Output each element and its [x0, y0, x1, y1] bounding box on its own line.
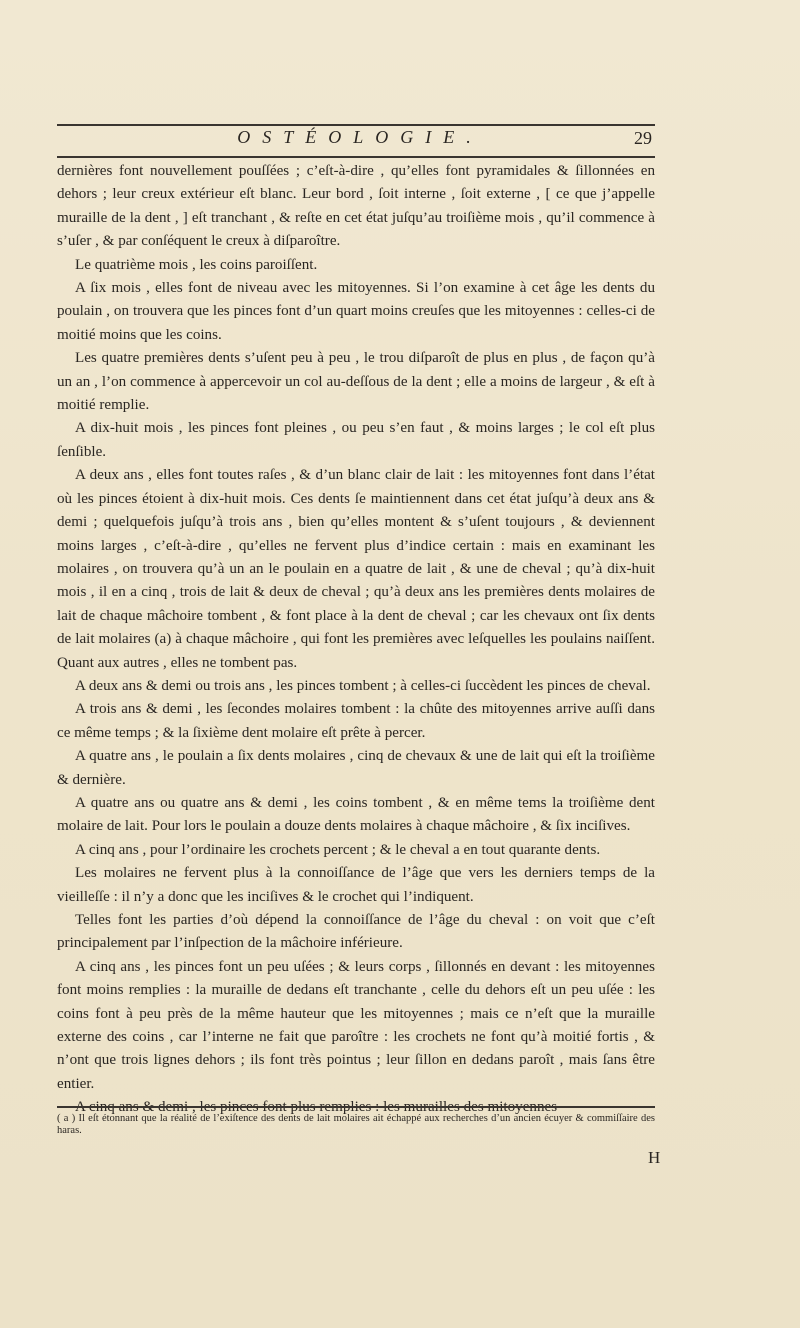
signature-mark: H [648, 1148, 661, 1167]
paragraph: Les quatre premières dents s’uſent peu à peu , le trou diſparoît de plus en plus , de façon qu’à un an , l’on commence à appercevoir un col au-deſſous de la dent ; elle a moins de largeur , & eſt à moitié remplie. [57, 350, 655, 414]
paragraph: A deux ans & demi ou trois ans , les pinces tombent ; à celles-ci ſuccèdent les pinces de cheval. [75, 677, 651, 694]
body-text [57, 160, 655, 1120]
page-number: 29 [634, 128, 652, 148]
header-rule-top [57, 124, 655, 126]
paragraph: A cinq ans , les pinces font un peu uſées ; & leurs corps , ſillonnés en devant : les mitoyennes font moins remplies : la muraille de dedans eſt tranchante , celle du dehors eſt un peu uſée : les coins font à peu près de la même hauteur que les mitoyennes ; mais ce n’eſt que la muraille externe des coins , car l’interne ne fait que paroître : les crochets ne font qu’à moitié fortis , & n’ont que trois lignes dehors ; ils font très pointus ; leur ſillon en dedans paroît , mais ſans être entier. [57, 958, 655, 1092]
paragraph: A quatre ans , le poulain a ſix dents molaires , cinq de chevaux & une de lait qui eſt la troiſième & dernière. [57, 748, 655, 788]
paragraph: dernières font nouvellement pouſſées ; c’eſt-à-dire , qu’elles font pyramidales & ſillonnées en dehors ; leur creux extérieur eſt blanc. Leur bord , ſoit interne , ſoit externe , [ ce que j’appelle muraille de la dent , ] eſt tranchant , & reſte en cet état juſqu’au troiſième mois , qu’il commence à s’uſer , & par conſéquent le creux à diſparoître. [57, 163, 655, 250]
paragraph: A cinq ans , pour l’ordinaire les crochets percent ; & le cheval a en tout quarante dents. [75, 841, 601, 858]
paragraph: A quatre ans ou quatre ans & demi , les coins tombent , & en même tems la troiſième dent molaire de lait. Pour lors le poulain a douze dents molaires à chaque mâchoire , & ſix inciſives. [57, 794, 655, 835]
header-rule-bottom [57, 156, 655, 158]
paragraph: A deux ans , elles font toutes raſes , & d’un blanc clair de lait : les mitoyennes font dans l’état où les pinces étoient à dix-huit mois. Ces dents ſe maintiennent dans cet état juſqu’à deux ans & demi ; quelquefois juſqu’à trois ans , bien qu’elles montent & s’uſent toujours , & deviennent moins larges , c’eſt-à-dire , qu’elles ne fervent plus d’indice certain : mais en examinant les molaires , on trouvera qu’à un an le poulain en a quatre de lait , & une de cheval ; qu’à dix-huit mois , il en a cinq , trois de lait & deux de cheval ; qu’à deux ans les premières dents molaires de lait de chaque mâchoire tombent , & font place à la dent de cheval ; car les chevaux ont ſix dents de lait molaires (a) à chaque mâchoire , qui font les premières avec leſquelles les poulains naiſſent. Quant aux autres , elles ne tombent pas. [57, 467, 655, 671]
paragraph: Le quatrième mois , les coins paroiſſent. [75, 256, 318, 273]
footnote-rule [57, 1106, 655, 1108]
paragraph: A dix-huit mois , les pinces font pleines , ou peu s’en faut , & moins larges ; le col eſt plus ſenſible. [57, 420, 655, 460]
paragraph: A ſix mois , elles font de niveau avec les mitoyennes. Si l’on examine à cet âge les dents du poulain , on trouvera que les pinces font d’un quart moins creuſes que les mitoyennes : celles-ci de moitié moins que les coins. [57, 280, 655, 343]
paragraph: Les molaires ne fervent plus à la connoiſſance de l’âge que vers les derniers temps de la vieilleſſe : il n’y a donc que les inciſives & le crochet qui l’indiquent. [57, 865, 655, 905]
paragraph: Telles font les parties d’où dépend la connoiſſance de l’âge du cheval : on voit que c’eſt principalement par l’inſpection de la mâchoire inférieure. [57, 912, 655, 952]
footnote: ( a ) Il eſt étonnant que la réalité de l’exiſtence des dents de lait molaires ait échappé aux recherches d’un ancien écuyer & commiſſaire des haras. [57, 1113, 655, 1136]
paragraph: A trois ans & demi , les ſecondes molaires tombent : la chûte des mitoyennes arrive auſſi dans ce même temps ; & la ſixième dent molaire eſt prête à percer. [57, 701, 655, 741]
running-header-title: OSTÉOLOGIE. [237, 127, 483, 147]
